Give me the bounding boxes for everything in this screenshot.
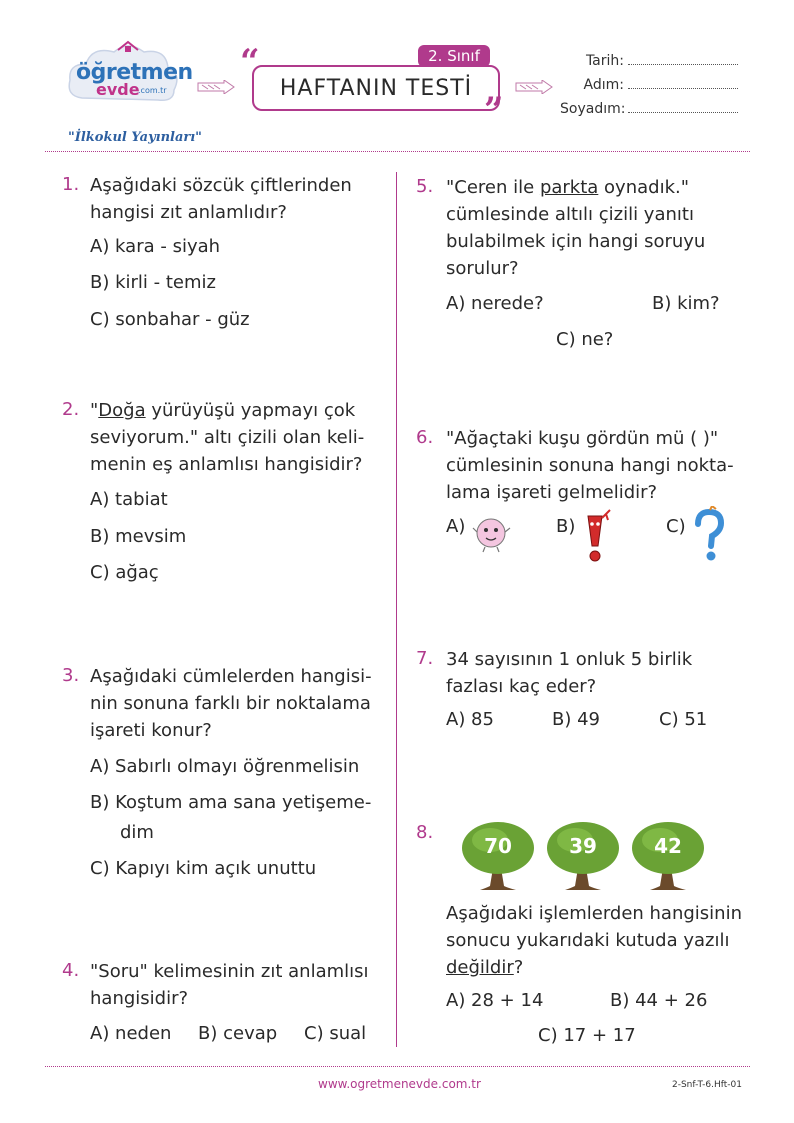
title-box: [252, 65, 500, 111]
question-3-option-c[interactable]: C) Kapıyı kim açık unuttu: [90, 858, 317, 879]
question-5-line: bulabilmek için hangi soruyu: [446, 231, 706, 252]
question-5-number: 5.: [416, 176, 434, 197]
question-7-number: 7.: [416, 648, 434, 669]
column-divider: [396, 172, 397, 1047]
question-6-option-a[interactable]: A): [446, 516, 466, 537]
close-quote-icon: ”: [484, 90, 504, 130]
question-1-text: [90, 172, 352, 226]
question-1-line: Aşağıdaki sözcük çiftlerinden: [90, 175, 352, 196]
underlined-word: parkta: [539, 177, 599, 198]
question-4-option-c[interactable]: C) sual: [304, 1023, 367, 1044]
exclamation-character-icon: [578, 506, 614, 564]
question-8-option-b[interactable]: B) 44 + 26: [610, 990, 708, 1011]
question-8-text: [446, 900, 742, 981]
question-6-number: 6.: [416, 427, 434, 448]
footer-divider: [45, 1066, 750, 1067]
underlined-word: değildir: [446, 957, 514, 978]
arrow-icon: [514, 80, 554, 94]
question-character-icon: [690, 506, 726, 564]
surname-label: Soyadım:: [560, 101, 626, 117]
question-1-option-c[interactable]: C) sonbahar - güz: [90, 309, 250, 330]
name-label: Adım:: [583, 77, 624, 93]
surname-field[interactable]: [560, 101, 738, 117]
date-line[interactable]: [628, 64, 738, 65]
question-1-option-b[interactable]: B) kirli - temiz: [90, 272, 216, 293]
tree-number: 42: [654, 834, 682, 858]
question-5-line: oynadık.": [598, 177, 689, 198]
question-3-line: Aşağıdaki cümlelerden hangisi-: [90, 666, 372, 687]
question-8-number: 8.: [416, 822, 434, 843]
question-7-option-a[interactable]: A) 85: [446, 709, 494, 730]
logo: [62, 38, 202, 145]
question-6-line: "Ağaçtaki kuşu gördün mü ( )": [446, 428, 719, 449]
question-7-text: [446, 646, 692, 700]
arrow-icon: [196, 80, 236, 94]
question-5-option-b[interactable]: B) kim?: [652, 293, 720, 314]
question-7-option-c[interactable]: C) 51: [659, 709, 708, 730]
question-3-line: nin sonuna farklı bir noktalama: [90, 693, 371, 714]
header-divider: [45, 151, 750, 152]
question-3-line: işareti konur?: [90, 720, 212, 741]
logo-subtitle: "İlkokul Yayınları": [68, 130, 202, 145]
question-2-option-a[interactable]: A) tabiat: [90, 489, 168, 510]
name-field[interactable]: [560, 77, 738, 93]
question-3-option-a[interactable]: A) Sabırlı olmayı öğrenmelisin: [90, 756, 360, 777]
question-4-number: 4.: [62, 960, 80, 981]
date-label: Tarih:: [585, 53, 624, 69]
question-7-line: 34 sayısının 1 onluk 5 birlik: [446, 649, 693, 670]
tree-number: 70: [484, 834, 512, 858]
question-6-text: [446, 425, 734, 506]
question-2-line: seviyorum." altı çizili olan keli-: [90, 427, 365, 448]
name-line[interactable]: [628, 88, 738, 89]
question-6-line: cümlesinin sonuna hangi nokta-: [446, 455, 734, 476]
grade-badge: 2. Sınıf: [418, 45, 490, 67]
question-4-option-a[interactable]: A) neden: [90, 1023, 172, 1044]
question-3-option-b[interactable]: B) Koştum ama sana yetişeme-: [90, 792, 372, 813]
footer-code: 2-Snf-T-6.Hft-01: [672, 1080, 743, 1090]
question-2-option-c[interactable]: C) ağaç: [90, 562, 159, 583]
question-8-line: ?: [513, 957, 524, 978]
question-3-option-b-cont[interactable]: dim: [120, 822, 154, 843]
open-quote-icon: “: [240, 42, 260, 82]
question-2-line: yürüyüşü yapmayı çok: [145, 400, 356, 421]
question-1-option-a[interactable]: A) kara - siyah: [90, 236, 221, 257]
question-6-option-c[interactable]: C): [666, 516, 686, 537]
question-8-option-c[interactable]: C) 17 + 17: [538, 1025, 636, 1046]
page-title: HAFTANIN TESTİ: [279, 76, 473, 101]
question-3-number: 3.: [62, 665, 80, 686]
tree-icon: [545, 818, 621, 892]
period-character-icon: [472, 512, 512, 554]
question-2-line: menin eş anlamlısı hangisidir?: [90, 454, 363, 475]
quote-mark: ": [90, 400, 99, 421]
question-4-line: hangisidir?: [90, 988, 189, 1009]
question-7-option-b[interactable]: B) 49: [552, 709, 600, 730]
question-5-line: cümlesinde altılı çizili yanıtı: [446, 204, 694, 225]
question-7-line: fazlası kaç eder?: [446, 676, 597, 697]
logo-text: öğretmen: [76, 60, 193, 85]
tree-number: 39: [569, 834, 597, 858]
question-8-option-a[interactable]: A) 28 + 14: [446, 990, 544, 1011]
question-1-line: hangisi zıt anlamlıdır?: [90, 202, 287, 223]
surname-line[interactable]: [628, 112, 738, 113]
question-5-option-c[interactable]: C) ne?: [556, 329, 614, 350]
question-4-option-b[interactable]: B) cevap: [198, 1023, 278, 1044]
date-field[interactable]: [560, 53, 738, 69]
question-3-text: [90, 663, 372, 744]
question-5-line: "Ceren ile: [446, 177, 540, 198]
logo-text-evde: evde: [96, 80, 140, 99]
question-5-line: sorulur?: [446, 258, 519, 279]
question-4-text: [90, 958, 369, 1012]
question-6-line: lama işareti gelmelidir?: [446, 482, 658, 503]
underlined-word: Doğa: [98, 400, 146, 421]
question-8-line: sonucu yukarıdaki kutuda yazılı: [446, 930, 730, 951]
tree-icon: [630, 818, 706, 892]
question-6-option-b[interactable]: B): [556, 516, 576, 537]
footer-url[interactable]: www.ogretmenevde.com.tr: [318, 1077, 481, 1091]
question-5-text: [446, 174, 705, 282]
question-5-option-a[interactable]: A) nerede?: [446, 293, 544, 314]
question-8-line: Aşağıdaki işlemlerden hangisinin: [446, 903, 742, 924]
question-2-number: 2.: [62, 399, 80, 420]
question-4-line: "Soru" kelimesinin zıt anlamlısı: [90, 961, 369, 982]
question-1-number: 1.: [62, 174, 80, 195]
question-2-text: [90, 397, 364, 478]
question-2-option-b[interactable]: B) mevsim: [90, 526, 187, 547]
logo-domain: .com.tr: [138, 86, 167, 95]
tree-icon: [460, 818, 536, 892]
